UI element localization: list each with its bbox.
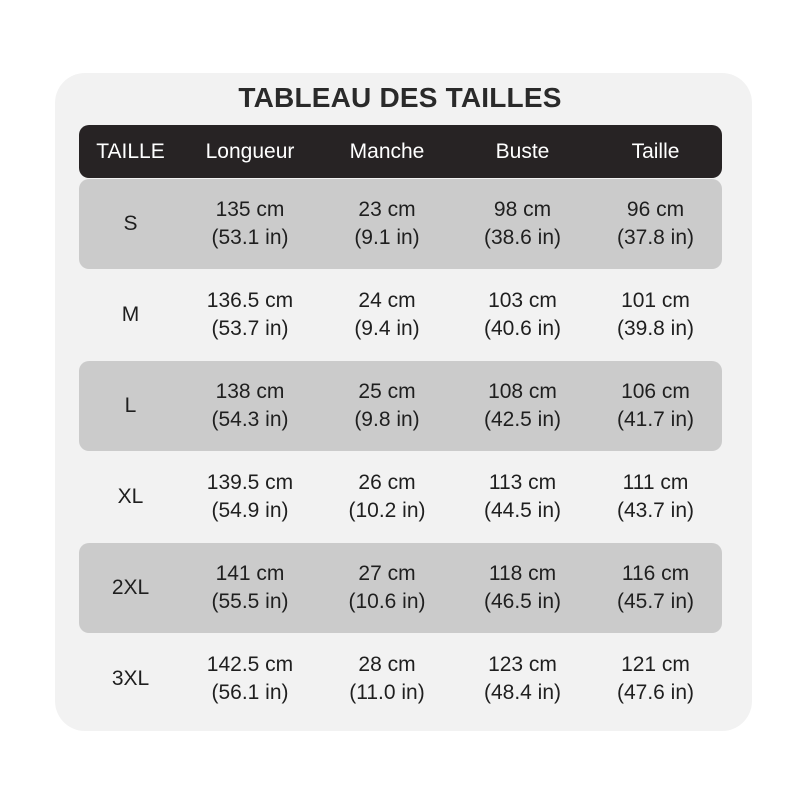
size-label: 3XL [111, 667, 150, 690]
header-sleeve: Manche [349, 139, 425, 163]
waist-in: (39.8 in) [616, 317, 695, 340]
sleeve-in: (9.4 in) [354, 317, 420, 340]
bust-in: (40.6 in) [483, 317, 562, 340]
bust-in: (42.5 in) [483, 408, 562, 431]
header-length: Longueur [205, 139, 295, 163]
bust-cm: 118 cm [488, 562, 557, 585]
length-in: (55.5 in) [211, 590, 289, 613]
table-row-2xl [79, 543, 722, 633]
sleeve-in: (10.6 in) [348, 590, 426, 613]
table-header [79, 125, 722, 178]
bust-cm: 123 cm [488, 653, 557, 676]
size-label: 2XL [111, 576, 150, 599]
table-row-s [79, 179, 722, 269]
waist-cell [589, 361, 722, 451]
sleeve-in: (11.0 in) [349, 681, 425, 704]
length-in: (54.9 in) [211, 499, 289, 522]
sleeve-cell [318, 179, 456, 269]
bust-cm: 98 cm [493, 198, 552, 221]
waist-cell [589, 634, 722, 724]
sleeve-cell [318, 270, 456, 360]
table-row-m [79, 270, 722, 360]
waist-cm: 106 cm [621, 380, 690, 403]
bust-cm: 108 cm [488, 380, 557, 403]
table-row-3xl [79, 634, 722, 724]
sleeve-in: (10.2 in) [348, 499, 426, 522]
length-cm: 135 cm [215, 198, 285, 221]
waist-cell [589, 543, 722, 633]
waist-cm: 96 cm [626, 198, 685, 221]
sleeve-cell [318, 634, 456, 724]
sleeve-cell [318, 452, 456, 542]
length-cm: 136.5 cm [206, 289, 294, 312]
length-cell [182, 270, 318, 360]
waist-cell [589, 270, 722, 360]
size-label: XL [117, 485, 144, 508]
bust-cell [456, 179, 589, 269]
bust-cell [456, 270, 589, 360]
bust-in: (38.6 in) [483, 226, 562, 249]
waist-cm: 116 cm [621, 562, 690, 585]
length-cm: 141 cm [215, 562, 285, 585]
bust-in: (44.5 in) [483, 499, 562, 522]
size-label: S [123, 212, 138, 235]
bust-in: (46.5 in) [483, 590, 562, 613]
length-cell [182, 543, 318, 633]
sleeve-cell [318, 543, 456, 633]
header-bust: Buste [495, 139, 550, 163]
bust-cell [456, 543, 589, 633]
sleeve-cm: 28 cm [358, 653, 416, 676]
waist-cm: 121 cm [621, 653, 690, 676]
table-row-l [79, 361, 722, 451]
length-cm: 138 cm [215, 380, 285, 403]
size-label: M [121, 303, 140, 326]
length-in: (56.1 in) [211, 681, 289, 704]
waist-in: (41.7 in) [616, 408, 695, 431]
length-in: (54.3 in) [211, 408, 289, 431]
length-in: (53.7 in) [211, 317, 289, 340]
sleeve-cm: 23 cm [358, 198, 416, 221]
length-cell [182, 452, 318, 542]
bust-cell [456, 361, 589, 451]
waist-cm: 101 cm [621, 289, 690, 312]
length-cell [182, 179, 318, 269]
sleeve-cm: 26 cm [358, 471, 416, 494]
sleeve-cell [318, 361, 456, 451]
length-cm: 139.5 cm [206, 471, 294, 494]
bust-cm: 113 cm [488, 471, 557, 494]
header-size: TAILLE [96, 139, 165, 163]
waist-in: (37.8 in) [616, 226, 695, 249]
sleeve-cm: 24 cm [358, 289, 416, 312]
waist-in: (43.7 in) [616, 499, 695, 522]
sleeve-cm: 27 cm [358, 562, 416, 585]
waist-cell [589, 179, 722, 269]
bust-cell [456, 634, 589, 724]
waist-cm: 111 cm [622, 471, 689, 494]
sleeve-cm: 25 cm [358, 380, 416, 403]
length-in: (53.1 in) [211, 226, 289, 249]
header-waist: Taille [631, 139, 680, 163]
sleeve-in: (9.1 in) [354, 226, 420, 249]
length-cell [182, 361, 318, 451]
length-cm: 142.5 cm [206, 653, 294, 676]
waist-cell [589, 452, 722, 542]
chart-title: TABLEAU DES TAILLES [238, 82, 562, 113]
table-row-xl [79, 452, 722, 542]
bust-cm: 103 cm [488, 289, 557, 312]
waist-in: (45.7 in) [616, 590, 695, 613]
bust-in: (48.4 in) [483, 681, 562, 704]
waist-in: (47.6 in) [616, 681, 695, 704]
size-label: L [124, 394, 137, 417]
sleeve-in: (9.8 in) [354, 408, 420, 431]
length-cell [182, 634, 318, 724]
bust-cell [456, 452, 589, 542]
